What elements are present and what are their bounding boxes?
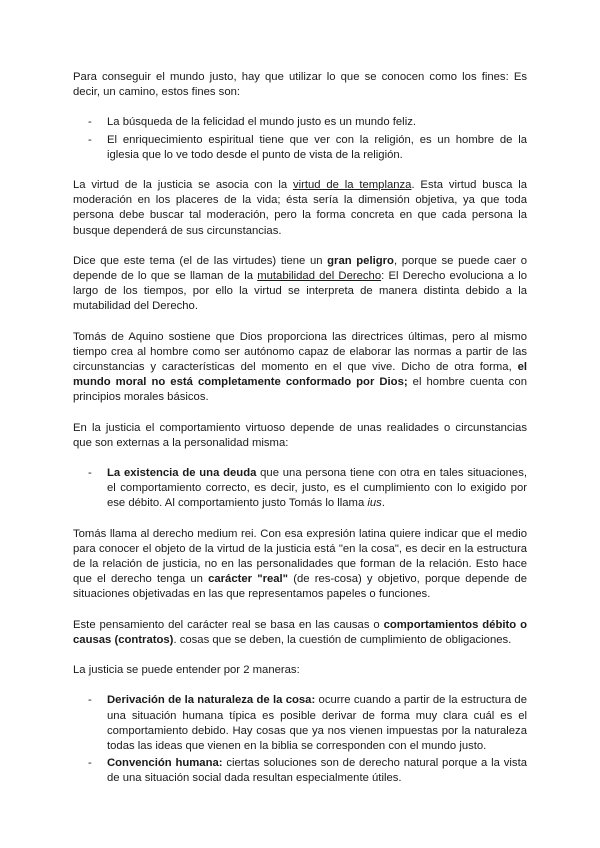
paragraph-aquino: Tomás de Aquino sostiene que Dios proporciona las directrices últimas, pero al mismo tiempo crea al hombre como ser autónomo capaz de elaborar las normas a partir de las circunstancias y características del momento en el que vive. Dicho de otra forma, el mundo moral no está completamente conformado por Dios; el hombre cuenta con principios morales básicos. bbox=[73, 330, 527, 404]
paragraph-causas: Este pensamiento del carácter real se basa en las causas o comportamientos débito o causas (contratos). cosas que se deben, la cuestión de cumplimiento de obligaciones. bbox=[73, 618, 527, 646]
list-item-text: El enriquecimiento espiritual tiene que ver con la religión, es un hombre de la iglesia que lo ve todo desde el punto de vista de la religión. bbox=[107, 133, 527, 161]
bullet-dash: - bbox=[88, 133, 92, 146]
paragraph-templanza: La virtud de la justicia se asocia con la virtud de la templanza. Esta virtud busca la moderación en los placeres de la vida; ésta sería la dimensión objetiva, ya que toda persona debe buscar tal moderación, pero la forma concreta en que cada persona la busque dependerá de sus circunstancias. bbox=[73, 179, 527, 237]
bold-term: Convención humana: bbox=[107, 757, 223, 770]
bullet-dash: - bbox=[88, 116, 92, 129]
paragraph-maneras: La justicia se puede entender por 2 maneras: bbox=[73, 664, 300, 677]
italic-term: ius bbox=[367, 497, 382, 510]
list-fines bbox=[73, 115, 527, 163]
list-item-text: La búsqueda de la felicidad el mundo justo es un mundo feliz. bbox=[107, 116, 416, 129]
bullet-dash: - bbox=[88, 757, 92, 770]
paragraph-externas: En la justicia el comportamiento virtuoso depende de unas realidades o circunstancias que son externas a la personalidad misma: bbox=[73, 421, 527, 449]
underlined-term: mutabilidad del Derecho bbox=[257, 270, 382, 283]
list-item: - La existencia de una deuda que una persona tiene con otra en tales situaciones, el comportamiento correcto, es decir, justo, es el cumplimiento con lo exigido por ese débito. Al comportamiento justo Tomás lo llama ius. bbox=[88, 467, 527, 510]
bold-term: comportamientos débito o causas (contratos) bbox=[73, 618, 527, 646]
paragraph-medium-rei: Tomás llama al derecho medium rei. Con esa expresión latina quiere indicar que el medio para conocer el objeto de la virtud de la justicia está "en la cosa", es decir en la estructura de la relación de justicia, no en las personalidades que forman de la relación. Esto hace que el derecho tenga un carácter "real" (de res-cosa) y objetivo, porque depende de situaciones objetivadas en las que representamos papeles o funciones. bbox=[73, 527, 528, 601]
bold-term: el mundo moral no está completamente conformado por Dios; bbox=[73, 361, 527, 389]
bold-term: gran peligro bbox=[327, 254, 394, 267]
list-item: - Convención humana: ciertas soluciones son de derecho natural porque a la vista de una situación social dada resultan especialmente útiles. bbox=[88, 757, 527, 785]
list-deuda bbox=[73, 466, 527, 512]
bold-term: Derivación de la naturaleza de la cosa: bbox=[107, 694, 316, 707]
paragraph-peligro: Dice que este tema (el de las virtudes) tiene un gran peligro, porque se puede caer o depende de lo que se llaman de la mutabilidad del Derecho: El Derecho evoluciona a lo largo de los tiempos, por ello la virtud se interpreta de manera distinta debido a la mutabilidad del Derecho. bbox=[73, 254, 528, 313]
paragraph-fines: Para conseguir el mundo justo, hay que utilizar lo que se conocen como los fines: Es decir, un camino, estos fines son: bbox=[73, 71, 527, 99]
list-maneras bbox=[73, 693, 527, 786]
bullet-dash: - bbox=[88, 694, 92, 707]
list-item bbox=[73, 115, 527, 130]
bold-term: La existencia de una deuda bbox=[107, 467, 257, 480]
bullet-dash: - bbox=[88, 467, 92, 480]
list-item bbox=[73, 133, 527, 163]
underlined-term: virtud de la templanza bbox=[292, 179, 412, 192]
list-item: - Derivación de la naturaleza de la cosa: ocurre cuando a partir de la estructura de una situación humana típica es posible derivar de forma muy clara cuál es el comportamiento debido. Hay cosas que ya nos vienen impuestas por la naturaleza todas las ideas que vienen en la biblia se corresponden con el mundo justo. bbox=[88, 694, 527, 752]
bold-term: carácter "real" bbox=[208, 573, 289, 586]
